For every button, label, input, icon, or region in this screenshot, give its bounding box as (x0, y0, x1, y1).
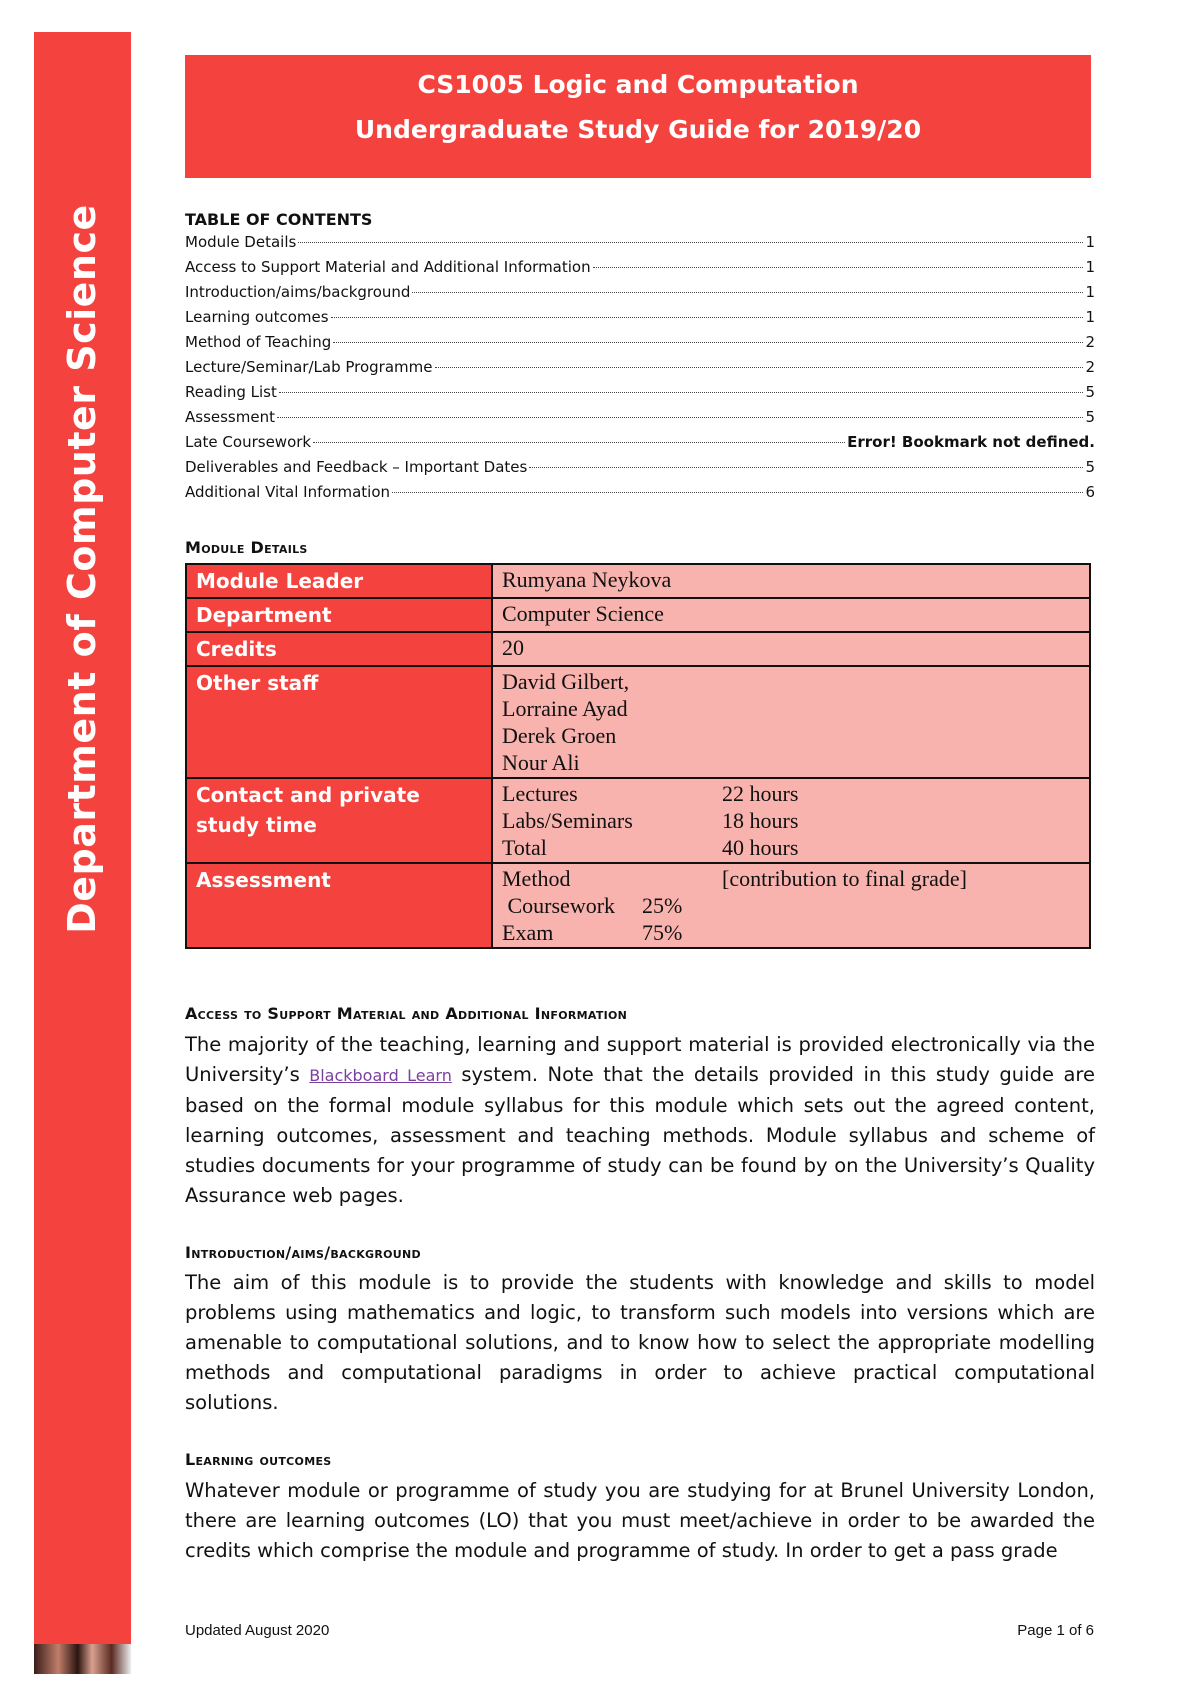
table-key: Assessment (186, 863, 492, 948)
table-key: Contact and private study time (186, 778, 492, 863)
outcomes-heading: Learning outcomes (185, 1450, 332, 1469)
table-row (186, 632, 1090, 666)
toc-entry[interactable]: Late Coursework Error! Bookmark not defined. (185, 433, 1095, 451)
footer-updated: Updated August 2020 (185, 1622, 330, 1639)
table-row (186, 666, 1090, 778)
sidebar-photo (34, 1644, 131, 1674)
toc-entry[interactable]: Method of Teaching 2 (185, 333, 1095, 351)
table-value: 20 (492, 632, 1090, 666)
table-row (186, 564, 1090, 598)
module-title: CS1005 Logic and Computation (417, 70, 859, 99)
table-key: Other staff (186, 666, 492, 778)
table-value: David Gilbert, Lorraine Ayad Derek Groen Nour Ali (492, 666, 1090, 778)
toc-entry[interactable]: Deliverables and Feedback – Important Dates 5 (185, 458, 1095, 476)
table-key: Module Leader (186, 564, 492, 598)
table-row (186, 598, 1090, 632)
table-row (186, 778, 1090, 863)
bookmark-error: Error! Bookmark not defined. (847, 433, 1095, 451)
access-heading: Access to Support Material and Additional Information (185, 1004, 628, 1023)
department-sidebar (34, 32, 131, 1674)
table-value: Computer Science (492, 598, 1090, 632)
access-paragraph: The majority of the teaching, learning and support material is provided electronically via the University’s Blackboard Learn system. Note that the details provided in this study guide are based on the formal module syllabus for this module which sets out the agreed content, learning outcomes, assessment and teaching methods. Module syllabus and scheme of studies documents for your programme of study can be found by on the University’s Quality Assurance web pages. (185, 1033, 1095, 1207)
toc-entry[interactable]: Access to Support Material and Additional Information 1 (185, 258, 1095, 276)
blackboard-link[interactable]: Blackboard Learn (309, 1066, 452, 1085)
table-row (186, 863, 1090, 948)
guide-title: Undergraduate Study Guide for 2019/20 (354, 115, 922, 144)
intro-paragraph: The aim of this module is to provide the students with knowledge and skills to model problems using mathematics and logic, to transform such models into versions which are amenable to computational solutions, and to know how to select the appropriate modelling methods and computational paradigms in order to achieve practical computational solutions. (185, 1271, 1095, 1414)
module-details-table (185, 563, 1091, 949)
toc-entry[interactable]: Introduction/aims/background 1 (185, 283, 1095, 301)
outcomes-paragraph: Whatever module or programme of study you are studying for at Brunel University London, there are learning outcomes (LO) that you must meet/achieve in order to be awarded the credits which comprise the module and programme of study. In order to get a pass grade (185, 1479, 1095, 1562)
toc-entry[interactable]: Module Details 1 (185, 233, 1095, 251)
table-key: Department (186, 598, 492, 632)
toc-entry[interactable]: Learning outcomes 1 (185, 308, 1095, 326)
toc-entry[interactable]: Reading List 5 (185, 383, 1095, 401)
toc-entry[interactable]: Assessment 5 (185, 408, 1095, 426)
module-details-heading: Module Details (185, 538, 308, 557)
toc-heading: TABLE OF CONTENTS (185, 210, 373, 229)
table-of-contents (185, 210, 1095, 508)
toc-entry[interactable]: Lecture/Seminar/Lab Programme 2 (185, 358, 1095, 376)
table-value: Method [contribution to final grade] Coursework 25% Exam 75% (492, 863, 1090, 948)
title-banner (185, 55, 1091, 178)
table-value: Rumyana Neykova (492, 564, 1090, 598)
toc-entry[interactable]: Additional Vital Information 6 (185, 483, 1095, 501)
sidebar-label: Department of Computer Science (60, 204, 104, 934)
intro-heading: Introduction/aims/background (185, 1243, 421, 1262)
table-key: Credits (186, 632, 492, 666)
table-value: Lectures 22 hours Labs/Seminars 18 hours Total 40 hours (492, 778, 1090, 863)
footer-page-number: Page 1 of 6 (1017, 1622, 1094, 1639)
